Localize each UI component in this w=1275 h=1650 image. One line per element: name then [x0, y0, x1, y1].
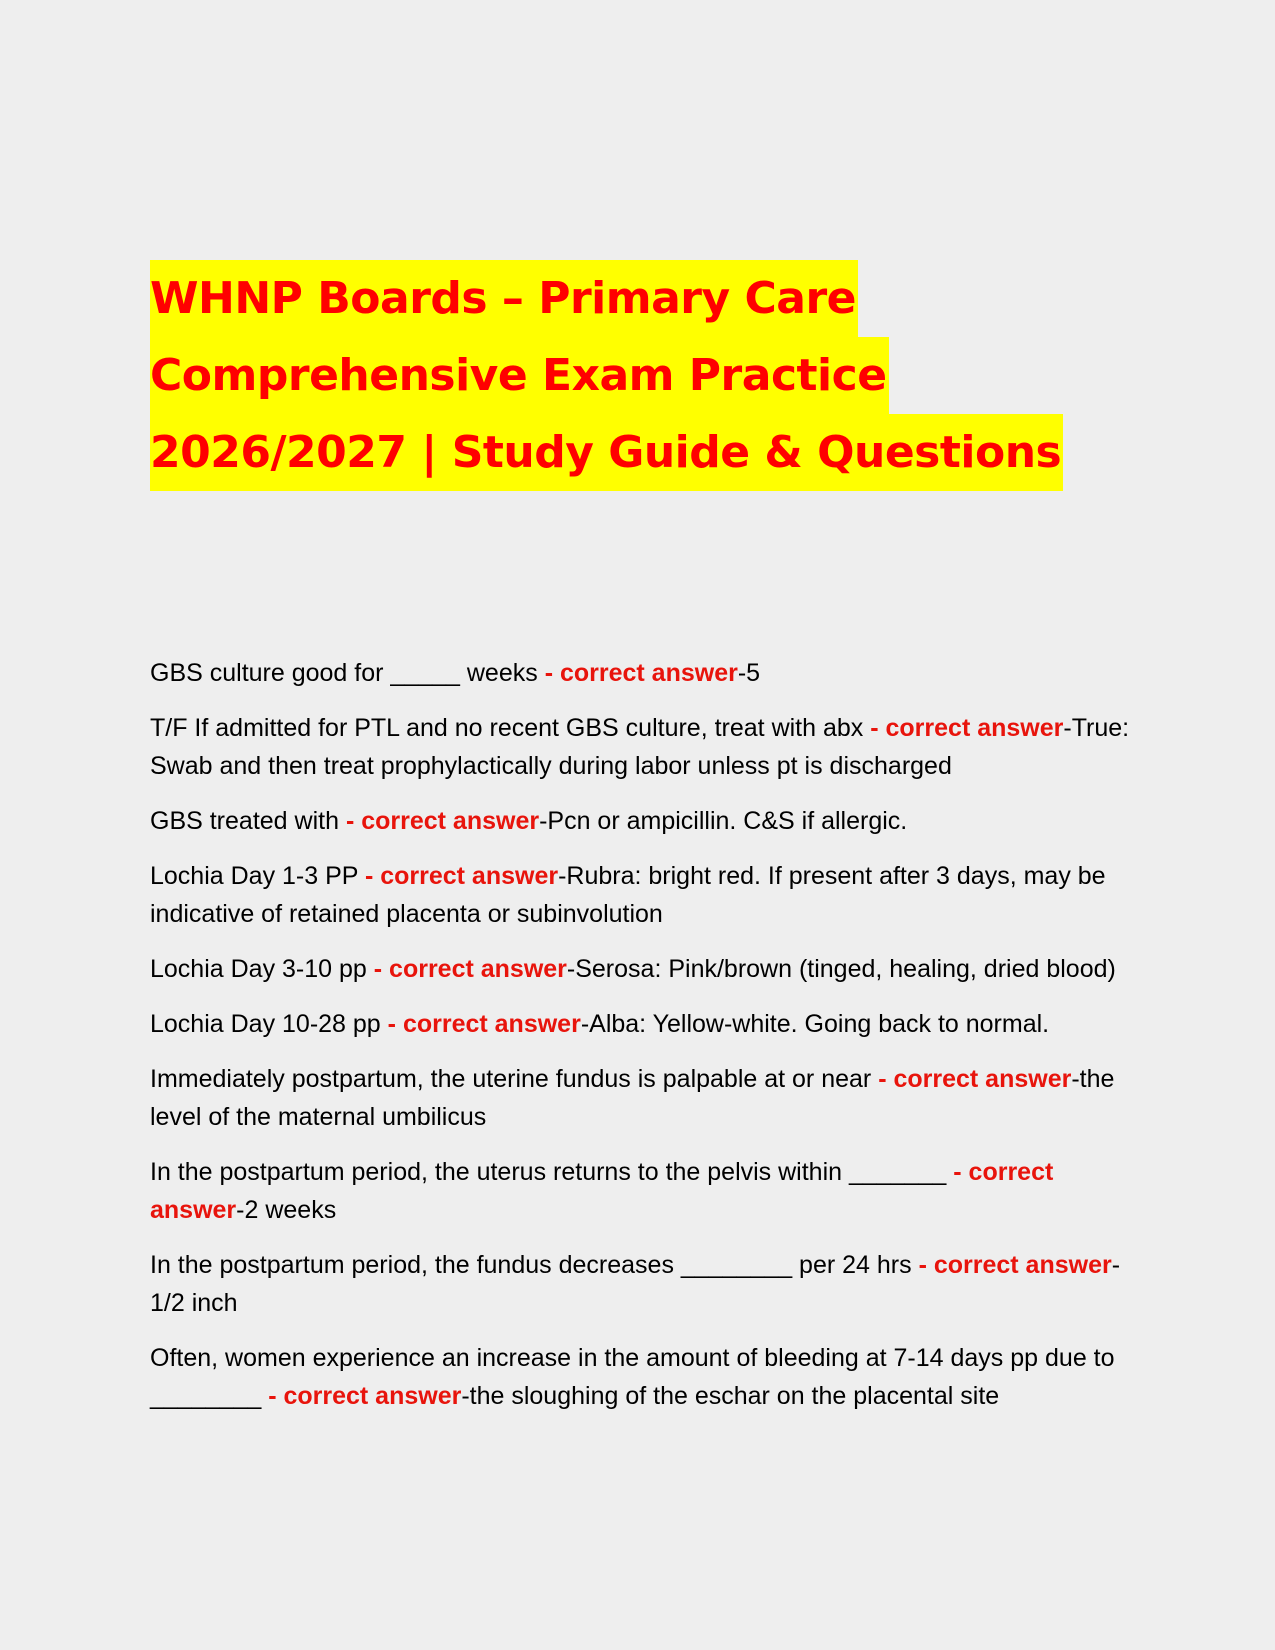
correct-answer-label: - correct answer: [918, 1251, 1112, 1279]
question-list: [150, 654, 1130, 1432]
question-text: Lochia Day 1-3 PP: [150, 862, 365, 890]
correct-answer-label: - correct answer: [387, 1010, 581, 1038]
correct-answer-label: - correct answer: [878, 1065, 1072, 1093]
document-title: [150, 260, 1150, 491]
title-line-1: WHNP Boards – Primary Care: [150, 260, 858, 337]
question-item: [150, 1005, 1130, 1043]
answer-text: -Alba: Yellow-white. Going back to normal.: [580, 1010, 1050, 1038]
answer-text: -2 weeks: [236, 1196, 337, 1224]
question-item: [150, 1153, 1130, 1229]
answer-text: -Serosa: Pink/brown (tinged, healing, dried blood): [566, 955, 1116, 983]
question-text: Often, women experience an increase in the amount of bleeding at 7-14 days pp due to ________: [150, 1344, 1115, 1410]
question-text: GBS treated with: [150, 807, 346, 835]
answer-text: -the sloughing of the eschar on the placental site: [461, 1382, 1000, 1410]
answer-text: -Pcn or ampicillin. C&S if allergic.: [539, 807, 908, 835]
question-item: [150, 1339, 1130, 1415]
question-text: Immediately postpartum, the uterine fundus is palpable at or near: [150, 1065, 879, 1093]
answer-text: -5: [737, 659, 761, 687]
title-line-2: Comprehensive Exam Practice: [150, 337, 889, 414]
answer-text: -True: Swab and then treat prophylactically during labor unless pt is discharged: [150, 714, 1130, 780]
answer-text: -the level of the maternal umbilicus: [150, 1065, 1115, 1131]
question-item: [150, 950, 1130, 988]
correct-answer-label: - correct answer: [870, 714, 1064, 742]
question-text: Lochia Day 10-28 pp: [150, 1010, 388, 1038]
question-text: GBS culture good for _____ weeks: [150, 659, 545, 687]
question-item: [150, 1246, 1130, 1322]
correct-answer-label: - correct answer: [150, 1158, 1054, 1224]
correct-answer-label: - correct answer: [268, 1382, 462, 1410]
answer-text: -Rubra: bright red. If present after 3 days, may be indicative of retained placenta or subinvolution: [150, 862, 1106, 928]
question-item: [150, 857, 1130, 933]
question-item: [150, 709, 1130, 785]
title-line-3: 2026/2027 | Study Guide & Questions: [150, 414, 1063, 491]
question-text: In the postpartum period, the uterus returns to the pelvis within _______: [150, 1158, 954, 1186]
question-item: [150, 1060, 1130, 1136]
correct-answer-label: - correct answer: [373, 955, 567, 983]
correct-answer-label: - correct answer: [364, 862, 559, 890]
correct-answer-label: - correct answer: [345, 807, 540, 835]
question-text: Lochia Day 3-10 pp: [150, 955, 374, 983]
question-text: T/F If admitted for PTL and no recent GBS culture, treat with abx: [150, 714, 871, 742]
question-text: In the postpartum period, the fundus decreases ________ per 24 hrs: [150, 1251, 919, 1279]
question-item: [150, 802, 1130, 840]
answer-text: -1/2 inch: [150, 1251, 1121, 1317]
correct-answer-label: - correct answer: [544, 659, 738, 687]
question-item: [150, 654, 1130, 692]
